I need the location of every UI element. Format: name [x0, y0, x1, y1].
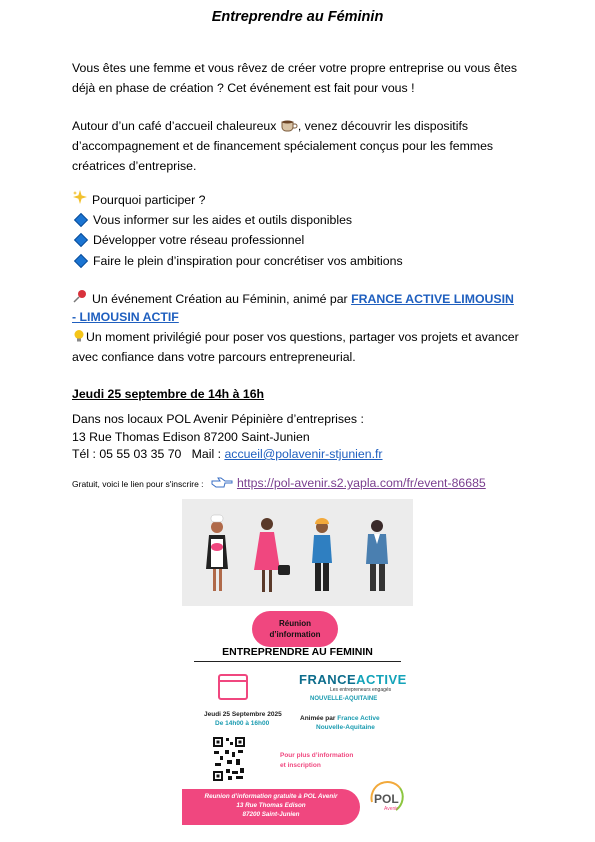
flyer-heading: ENTREPRENDRE AU FEMININ [222, 646, 373, 658]
animated-by-name: France Active [337, 715, 380, 722]
list-item [72, 230, 304, 250]
calendar-icon [218, 674, 248, 700]
flyer-date: Jeudi 25 Septembre 2025 [204, 711, 282, 718]
venue-line-2: 13 Rue Thomas Edison 87200 Saint-Junien [72, 430, 310, 444]
email-link[interactable]: accueil@polavenir-stjunien.fr [224, 447, 383, 461]
event-prefix: Un événement Création au Féminin, animé par [92, 292, 348, 306]
coffee-before: Autour d’un café d’accueil chaleureux [72, 119, 277, 133]
list-item-text: Développer votre réseau professionnel [93, 233, 305, 247]
flyer-fa-region: Nouvelle-Aquitaine [316, 724, 375, 731]
coffee-cup-icon [280, 118, 298, 132]
diamond-bullet-icon [74, 233, 88, 247]
limousin-actif-link[interactable]: - LIMOUSIN ACTIF [72, 310, 179, 324]
coffee-paragraph [72, 116, 522, 176]
diamond-bullet-icon [74, 254, 88, 268]
registration-link[interactable]: https://pol-avenir.s2.yapla.com/fr/event-86685 [236, 476, 486, 490]
banner-line-1: Reunion d’information gratuite à POL Avenir [204, 793, 338, 800]
qr-code-icon [212, 736, 246, 782]
pointing-hand-icon [211, 474, 233, 486]
sparkles-icon [72, 190, 88, 210]
france-active-link[interactable]: FRANCE ACTIVE LIMOUSIN [351, 292, 514, 306]
lightbulb-icon [72, 329, 86, 343]
women-illustration [182, 499, 413, 606]
list-item [72, 251, 403, 271]
brand-a: FRANCE [299, 672, 357, 687]
pushpin-icon [72, 289, 88, 309]
brand-tagline: Les entrepreneurs engagés [330, 687, 392, 693]
why-heading [72, 190, 205, 210]
register-label: Gratuit, voici le lien pour s'inscrire : [72, 479, 204, 489]
event-line [72, 289, 514, 309]
more-info-line-2: et inscription [280, 762, 321, 769]
banner-line-2: 13 Rue Thomas Edison [236, 802, 306, 809]
intro-paragraph: Vous êtes une femme et vous rêvez de créer votre propre entreprise ou vous êtes déjà en phase de création ? Cet événement est fait pour vous ! [72, 61, 517, 95]
badge-line-2: d’information [269, 630, 321, 639]
flyer-time: De 14h00 à 16h00 [215, 720, 270, 727]
date-line: Jeudi 25 septembre de 14h à 16h [72, 387, 265, 401]
pol-avenir-logo [366, 776, 408, 818]
event-flyer-image [182, 499, 413, 828]
pol-logo-text: POL [374, 792, 399, 806]
mail-label: Mail : [191, 447, 222, 461]
why-heading-text: Pourquoi participer ? [92, 193, 206, 207]
contact-line [72, 444, 383, 464]
list-item-text: Faire le plein d’inspiration pour concrétiser vos ambitions [93, 254, 403, 268]
more-info-line-1: Pour plus d’information [280, 752, 354, 759]
diamond-bullet-icon [74, 213, 88, 227]
flyer-address-banner [182, 789, 360, 825]
moment-paragraph [72, 327, 522, 367]
badge-line-1: Réunion [279, 619, 311, 628]
list-item [72, 210, 352, 230]
flyer-more-info [280, 751, 353, 771]
page-title: Entreprendre au Féminin [211, 9, 384, 25]
banner-line-3: 87200 Saint-Junien [242, 811, 300, 818]
france-active-logo [299, 672, 407, 687]
pol-logo-sub: Avenir [384, 806, 399, 812]
info-meeting-badge [252, 611, 338, 647]
moment-text: Un moment privilégié pour poser vos questions, partager vos projets et avancer avec confiance dans votre parcours entrepreneurial. [72, 330, 519, 364]
flyer-animated-by [300, 715, 380, 722]
event-line-2 [72, 307, 179, 327]
venue-line-1: Dans nos locaux POL Avenir Pépinière d’entreprises : [72, 412, 364, 426]
brand-b: ACTIVE [356, 672, 407, 687]
coffee-after: , venez découvrir les dispositifs d’accompagnement et de financement spécialement conçus pour les femmes créatrices d’entreprise. [72, 119, 494, 173]
brand-region: NOUVELLE-AQUITAINE [310, 696, 378, 702]
list-item-text: Vous informer sur les aides et outils disponibles [93, 213, 353, 227]
register-line [72, 473, 486, 494]
animated-by-label: Animée par [300, 715, 336, 722]
phone-text: Tél : 05 55 03 35 70 [72, 447, 182, 461]
flyer-divider [194, 661, 401, 662]
